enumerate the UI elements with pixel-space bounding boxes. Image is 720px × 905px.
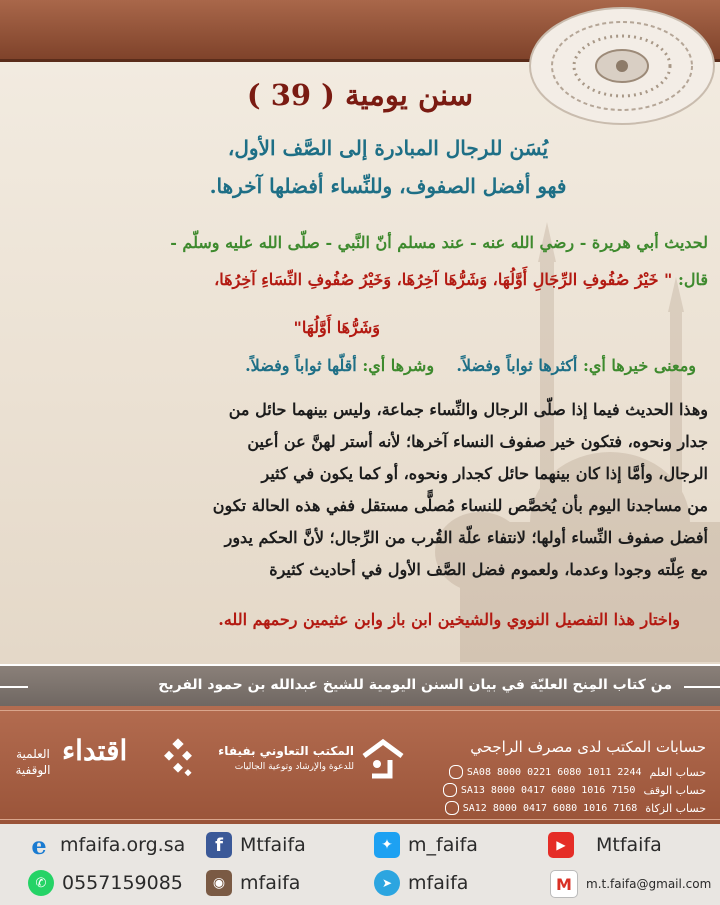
meaning-line — [6, 356, 696, 375]
at-icon — [449, 765, 463, 779]
twitter-text: m_faifa — [408, 834, 478, 856]
twitter-icon: ✦ — [374, 832, 400, 858]
conclusion-text: واختار هذا التفصيل النووي والشيخين ابن باز وابن عثيمين رحمهم الله. — [218, 610, 680, 629]
website-text: mfaifa.org.sa — [60, 834, 186, 856]
logo-sub-2: الوقفية — [15, 763, 51, 777]
account-label: حساب الوقف — [643, 783, 706, 797]
account-row — [449, 764, 706, 780]
office-logo-icon — [360, 736, 406, 782]
at-icon — [443, 783, 457, 797]
office-subtitle: للدعوة والإرشاد وتوعية الجاليات — [234, 762, 354, 772]
footer-band — [0, 706, 720, 824]
facebook-text: Mtfaifa — [240, 834, 306, 856]
intro-line-2: فهو أفضل الصفوف، وللنِّساء أفضلها آخرها. — [209, 174, 567, 198]
hadith-text-line-1 — [8, 270, 708, 289]
source-bar-line — [684, 686, 720, 688]
hadith-said-label: قال: — [677, 270, 708, 289]
body-line: الرجال، وأمَّا إذا كان بينهما حائل كجدار ونحوه، أو كما يكون في كثير — [261, 464, 708, 483]
account-row — [443, 782, 706, 798]
source-citation: من كتاب المِنح العليّة في بيان السنن اليومية للشيخ عبدالله بن حمود الفريح — [158, 677, 672, 693]
account-label: حساب العلم — [649, 765, 706, 779]
source-bar — [0, 664, 720, 708]
whatsapp-link[interactable] — [28, 870, 183, 896]
email-link[interactable] — [550, 870, 711, 898]
account-row — [445, 800, 706, 816]
logo-subtitle — [8, 746, 58, 778]
intro-line-1: يُسَن للرجال المبادرة إلى الصَّف الأول، — [227, 136, 549, 160]
telegram-link[interactable] — [374, 870, 468, 896]
body-line: أفضل صفوف النِّساء أولها؛ لانتفاء علّة القُرب من الرِّجال؛ لأنَّ الحكم يدور — [224, 528, 708, 547]
instagram-text: mfaifa — [240, 872, 301, 894]
logo-sub-1: العلمية — [16, 747, 50, 761]
hadith-text-line-2: وَشَرُّهَا أَوَّلُهَا" — [293, 318, 380, 337]
account-iban: SA13 8000 0417 6080 1016 7150 — [460, 784, 636, 796]
gmail-icon: M — [550, 870, 578, 898]
office-name: المكتب التعاوني بفيفاء — [218, 744, 354, 758]
account-iban: SA08 8000 0221 6080 1011 2244 — [466, 766, 642, 778]
body-line: مع عِلّته وجودا وعدما، ولعموم فضل الصَّف الأول في أحاديث كثيرة — [269, 560, 708, 579]
internet-explorer-icon: e — [31, 830, 47, 860]
meaning-label-2: وشرها أي: — [362, 356, 435, 375]
at-icon — [445, 801, 459, 815]
body-line: وهذا الحديث فيما إذا صلّى الرجال والنِّساء جماعة، وليس بينهما حائل من — [228, 400, 708, 419]
instagram-icon: ◉ — [206, 870, 232, 896]
website-link[interactable] — [26, 832, 185, 858]
meaning-value-1: أكثرها ثواباً وفضلاً. — [456, 356, 578, 375]
account-iban: SA12 8000 0417 6080 1016 7168 — [462, 802, 638, 814]
youtube-link[interactable] — [548, 832, 662, 858]
source-bar-line — [0, 686, 28, 688]
meaning-label-1: ومعنى خيرها أي: — [582, 356, 696, 375]
page-title: سنن يومية ( 39 ) — [246, 78, 474, 112]
meaning-value-2: أقلّها ثواباً وفضلاً. — [245, 356, 357, 375]
telegram-icon: ➤ — [374, 870, 400, 896]
explanation-paragraph — [8, 394, 708, 586]
youtube-icon: ▶ — [548, 832, 574, 858]
telegram-text: mfaifa — [408, 872, 469, 894]
body-line: جدار ونحوه، فتكون خير صفوف النساء آخرها؛ لأنه أستر لهنَّ عن أعين — [247, 432, 708, 451]
hadith-text-1: " خَيْرُ صُفُوفِ الرِّجَالِ أَوَّلُهَا، وَشَرُّهَا آخِرُهَا، وَخَيْرُ صُفُوفِ النِّسَاءِ آخِرُهَا، — [214, 270, 673, 289]
contact-strip — [0, 824, 720, 905]
email-text: m.t.faifa@gmail.com — [586, 877, 712, 891]
body-line: من مساجدنا اليوم بأن يُخصَّص للنساء مُصلًّى مستقل ففي هذه الحالة تكون — [212, 496, 708, 515]
instagram-link[interactable] — [206, 870, 300, 896]
account-label: حساب الزكاة — [645, 801, 706, 815]
logo-ornament-icon — [158, 736, 198, 786]
whatsapp-icon: ✆ — [28, 870, 54, 896]
twitter-link[interactable] — [374, 832, 478, 858]
logo-main: اقتداء — [62, 734, 128, 767]
youtube-text: Mtfaifa — [596, 834, 662, 856]
accounts-title: حسابات المكتب لدى مصرف الراجحي — [470, 738, 706, 756]
facebook-link[interactable] — [206, 832, 306, 858]
hadith-chain: لحديث أبي هريرة - رضي الله عنه - عند مسلم أنّ النَّبي - صلّى الله عليه وسلّم - — [170, 233, 708, 252]
whatsapp-text: 0557159085 — [62, 872, 183, 894]
facebook-icon: f — [206, 832, 232, 858]
